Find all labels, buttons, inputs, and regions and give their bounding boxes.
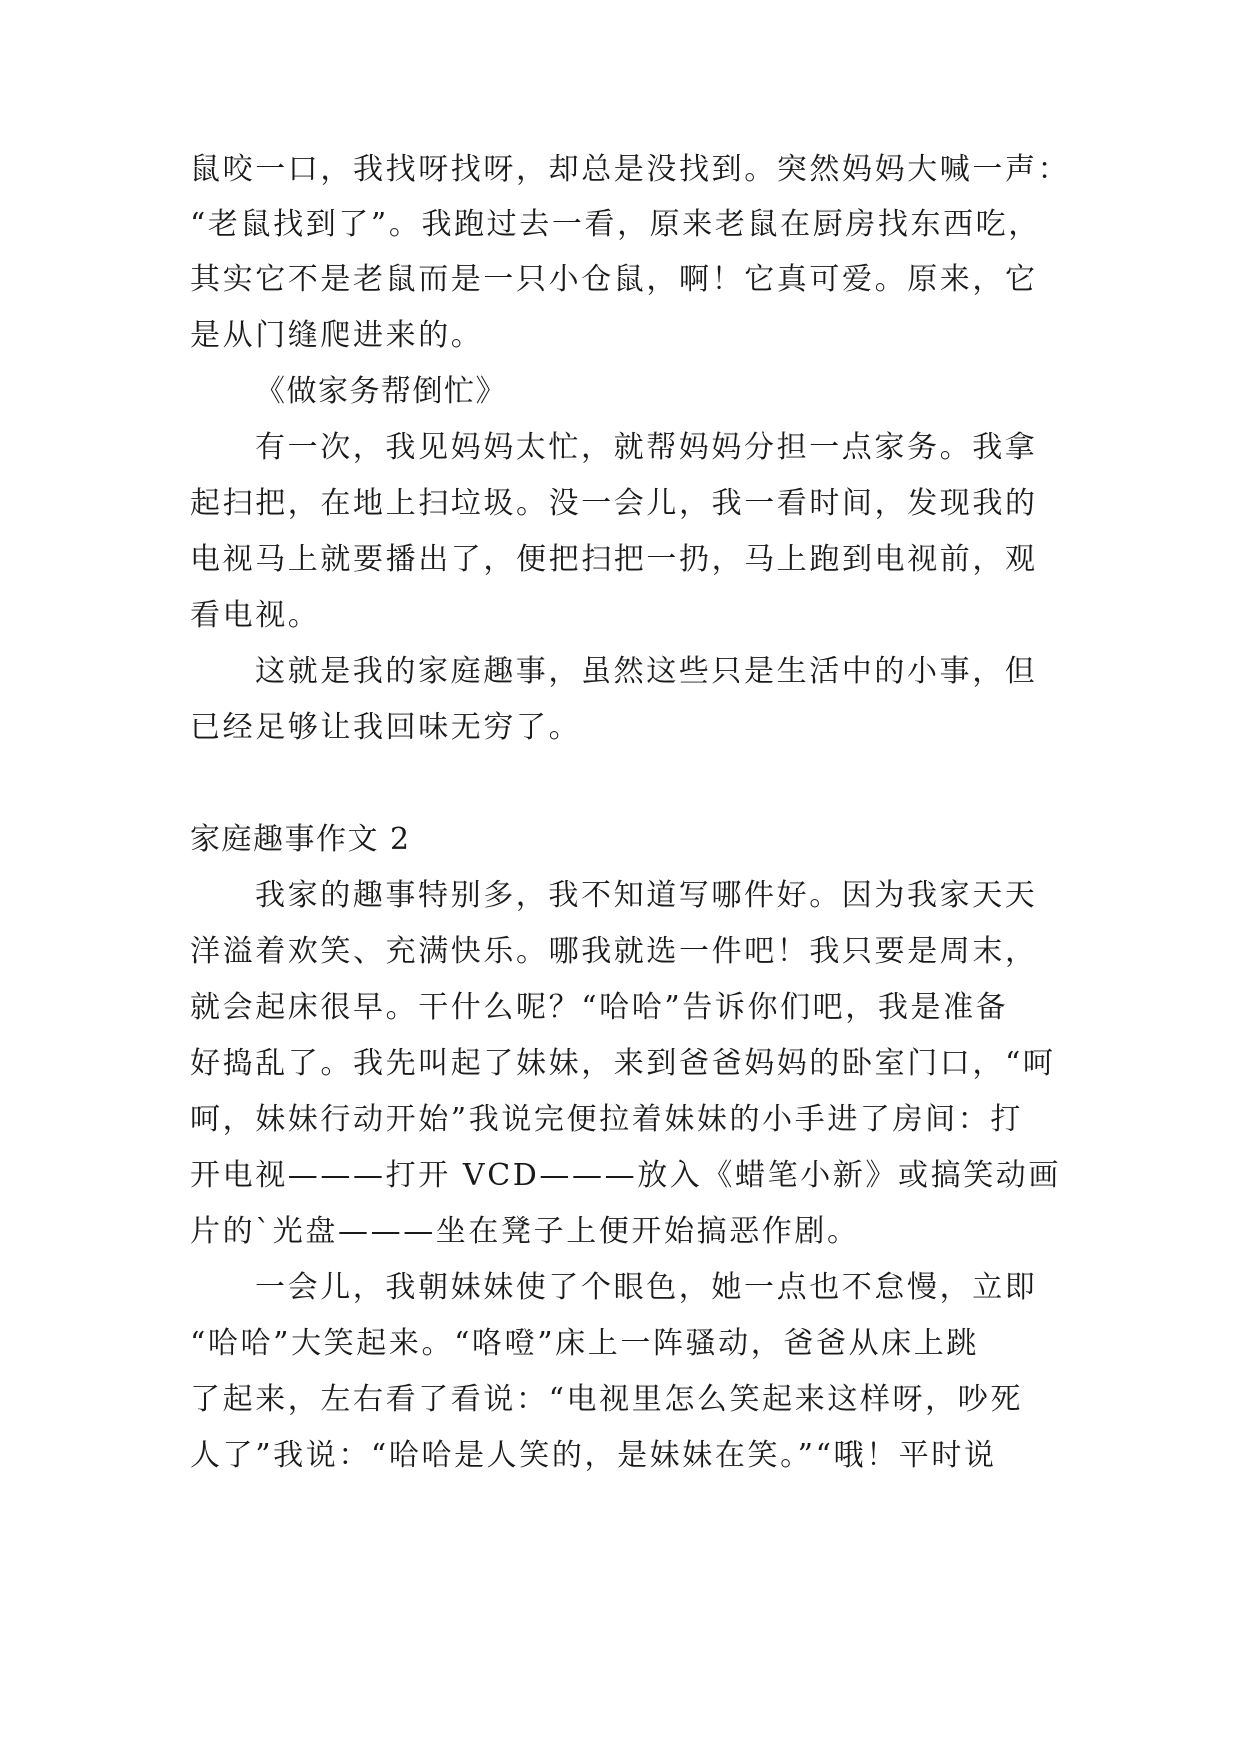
text-line: 我家的趣事特别多，我不知道写哪件好。因为我家天天 (255, 878, 1038, 913)
text-line: 呵，妹妹行动开始”我说完便拉着妹妹的小手进了房间：打 (190, 1102, 1023, 1137)
text-line: 看电视。 (190, 598, 321, 633)
text-line: 洋溢着欢笑、充满快乐。哪我就选一件吧！我只要是周末， (190, 934, 1038, 969)
text-line: 就会起床很早。干什么呢？“哈哈”告诉你们吧，我是准备 (190, 990, 1009, 1025)
text-line: “哈哈”大笑起来。“咯噔”床上一阵骚动，爸爸从床上跳 (190, 1326, 979, 1361)
text-line: 人了”我说：“哈哈是人笑的，是妹妹在笑。”“哦！平时说 (190, 1438, 997, 1473)
text-line: 起扫把，在地上扫垃圾。没一会儿，我一看时间，发现我的 (190, 486, 1038, 521)
text-line: 有一次，我见妈妈太忙，就帮妈妈分担一点家务。我拿 (255, 430, 1038, 465)
text-line: “老鼠找到了”。我跑过去一看，原来老鼠在厨房找东西吃， (190, 207, 1041, 242)
section-heading: 家庭趣事作文 2 (190, 822, 411, 857)
text-line: 好捣乱了。我先叫起了妹妹，来到爸爸妈妈的卧室门口，“呵 (190, 1046, 1056, 1081)
text-line: 一会儿，我朝妹妹使了个眼色，她一点也不怠慢，立即 (255, 1270, 1038, 1305)
section-subtitle: 《做家务帮倒忙》 (255, 374, 507, 409)
text-line: 已经足够让我回味无穷了。 (190, 710, 582, 745)
text-line: 鼠咬一口，我找呀找呀，却总是没找到。突然妈妈大喊一声： (190, 152, 1071, 187)
text-line: 片的`光盘———坐在凳子上便开始搞恶作剧。 (190, 1214, 860, 1249)
text-line: 是从门缝爬进来的。 (190, 318, 484, 353)
text-line: 电视马上就要播出了，便把扫把一扔，马上跑到电视前，观 (190, 542, 1038, 577)
text-line: 开电视———打开 VCD———放入《蜡笔小新》或搞笑动画 (190, 1158, 1062, 1193)
text-line: 这就是我的家庭趣事，虽然这些只是生活中的小事，但 (255, 654, 1038, 689)
text-line: 其实它不是老鼠而是一只小仓鼠，啊！它真可爱。原来，它 (190, 262, 1038, 297)
text-line: 了起来，左右看了看说：“电视里怎么笑起来这样呀，吵死 (190, 1382, 1023, 1417)
